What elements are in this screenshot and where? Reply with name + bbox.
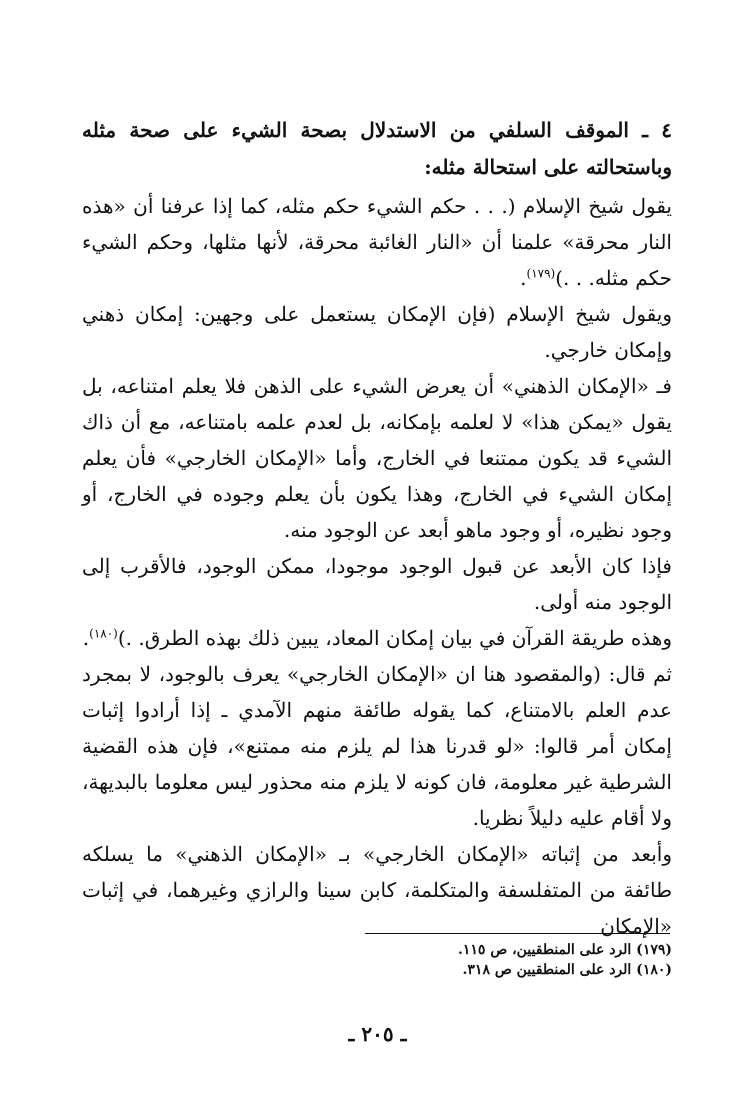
footnote-180: (١٨٠) الرد على المنطقيين ص ٣١٨. (462, 962, 672, 978)
paragraph-text: يقول شيخ الإسلام (. . . حكم الشيء حكم مثله، كما إذا عرفنا أن «هذه النار محرقة» علمنا أن «النار الغائبة محرقة، لأنها مثلها، وحكم الشيء حكم مثله. . .) (82, 194, 672, 290)
page-body (82, 112, 672, 944)
paragraph-2: ويقول شيخ الإسلام (فإن الإمكان يستعمل على وجهين: إمكان ذهني وإمكان خارجي. (82, 302, 672, 362)
page-number: ـ ٢٠٥ ـ (348, 1022, 407, 1046)
footnote-divider (365, 933, 670, 934)
paragraph-5 (82, 620, 672, 656)
paragraph-1 (82, 188, 672, 296)
footnote-ref-179: (١٧٩) (526, 266, 556, 281)
paragraph-6: ثم قال: (والمقصود هنا ان «الإمكان الخارجي» يعرف بالوجود، لا بمجرد عدم العلم بالامتناع، كما يقوله طائفة منهم الآمدي ـ إذا أرادوا إثبات إمكان أمر قالوا: «لو قدرنا هذا لم يلزم منه ممتنع»، فإن هذه القضية الشرطية غير معلومة، فان كونه لا يلزم منه محذور ليس معلوما بالبديهة، ولا أقام عليه دليلاً نظريا. (82, 662, 672, 830)
paragraph-3: فـ «الإمكان الذهني» أن يعرض الشيء على الذهن فلا يعلم امتناعه، بل يقول «يمكن هذا» لا لعلمه بإمكانه، بل لعدم علمه بامتناعه، مع أن ذاك الشيء قد يكون ممتنعا في الخارج، وأما «الإمكان الخارجي» فأن يعلم إمكان الشيء في الخارج، وهذا يكون بأن يعلم وجوده في الخارج، أو وجود نظيره، أو وجود ماهو أبعد عن الوجود منه. (82, 374, 672, 542)
section-heading: ٤ ـ الموقف السلفي من الاستدلال بصحة الشيء على صحة مثله وباستحالته على استحالة مثله: (82, 118, 672, 179)
paragraph-tail: . (82, 626, 90, 650)
paragraph-text: وهذه طريقة القرآن في بيان إمكان المعاد، يبين ذلك بهذه الطرق. .) (117, 626, 672, 650)
paragraph-4: فإذا كان الأبعد عن قبول الوجود موجودا، ممكن الوجود، فالأقرب إلى الوجود منه أولى. (82, 554, 672, 614)
footnote-ref-180: (١٨٠) (89, 626, 118, 641)
paragraph-7: وأبعد من إثباته «الإمكان الخارجي» بـ «الإمكان الذهني» ما يسلكه طائفة من المتفلسفة والمتكلمة، كابن سينا والرازي وغيرهما، في إثبات «الإمكان (82, 842, 672, 938)
footnotes (82, 940, 672, 980)
footnote-179: (١٧٩) الرد على المنطقيين، ص ١١٥. (458, 942, 672, 958)
paragraph-tail: . (520, 266, 527, 290)
